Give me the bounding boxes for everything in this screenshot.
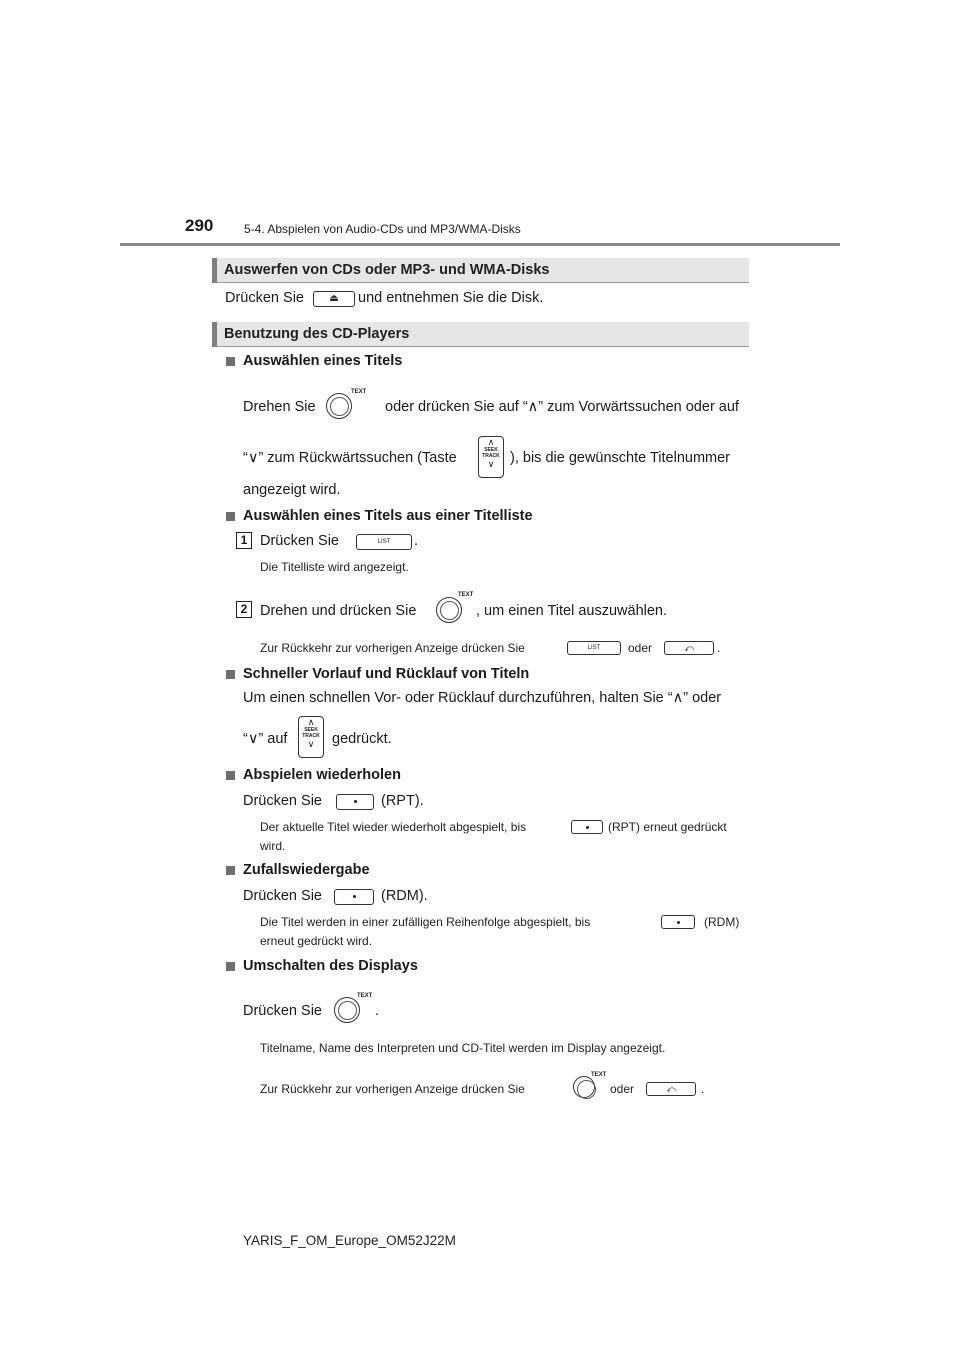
select-line2-start: “∨” zum Rückwärtssuchen (Taste — [243, 450, 457, 466]
eject-key-icon: ⏏ — [313, 291, 355, 307]
random-note-start: Die Titel werden in einer zufälligen Reihenfolge abgespielt, bis — [260, 915, 591, 929]
step-1-badge: 1 — [236, 532, 252, 549]
section-title: Benutzung des CD-Players — [224, 326, 410, 342]
seek-down-icon: ∨ — [307, 739, 315, 749]
repeat-note-mid: (RPT) erneut gedrückt — [608, 820, 727, 834]
seek-up-icon: ∧ — [307, 717, 315, 727]
bullet-square — [226, 512, 235, 521]
section-heading-eject — [212, 258, 749, 283]
seek-label: SEEK — [304, 727, 318, 733]
back-key-icon: ⤺ — [646, 1082, 696, 1096]
fast-line2-end: gedrückt. — [332, 731, 392, 747]
subheading-random: Zufallswiedergabe — [243, 862, 370, 878]
list-key-icon: LIST — [567, 641, 621, 655]
bullet-square — [226, 962, 235, 971]
step2-text-end: , um einen Titel auszuwählen. — [476, 603, 668, 619]
repeat-line-end: (RPT). — [381, 793, 424, 809]
random-note-end: erneut gedrückt wird. — [260, 934, 373, 948]
back-key-icon: ⤺ — [664, 641, 714, 655]
repeat-note-start: Der aktuelle Titel wieder wiederholt abgespielt, bis — [260, 820, 527, 834]
select-line3: angezeigt wird. — [243, 482, 341, 498]
subheading-fast-forward: Schneller Vorlauf und Rücklauf von Titeln — [243, 666, 530, 682]
seek-label: SEEK — [484, 447, 498, 453]
display-line-start: Drücken Sie — [243, 1003, 322, 1019]
header-rule — [120, 243, 840, 246]
page-number: 290 — [185, 216, 214, 235]
tune-knob-icon — [326, 393, 352, 419]
seek-up-icon: ∧ — [487, 437, 495, 447]
tune-knob-icon — [334, 997, 360, 1023]
track-label: TRACK — [302, 733, 320, 739]
subheading-track-list: Auswählen eines Titels aus einer Titelliste — [243, 508, 533, 524]
select-line1-start: Drehen Sie — [243, 399, 316, 415]
select-line2-end: ), bis die gewünschte Titelnummer — [510, 450, 731, 466]
rdm-key-icon — [661, 915, 695, 929]
bullet-square — [226, 771, 235, 780]
seek-track-button-icon — [298, 716, 324, 758]
step1-text-end: . — [414, 533, 419, 549]
list-note-or: oder — [628, 641, 653, 655]
fast-line2-start: “∨” auf — [243, 731, 288, 747]
document-id: YARIS_F_OM_Europe_OM52J22M — [243, 1233, 456, 1248]
tune-knob-icon — [436, 597, 462, 623]
display-note1: Titelname, Name des Interpreten und CD-Titel werden im Display angezeigt. — [260, 1041, 666, 1055]
eject-text-end: und entnehmen Sie die Disk. — [358, 290, 544, 306]
section-title: Auswerfen von CDs oder MP3- und WMA-Disks — [224, 262, 550, 278]
step1-note: Die Titelliste wird angezeigt. — [260, 560, 409, 574]
display-line-end: . — [375, 1003, 380, 1019]
section-accent — [212, 258, 217, 283]
repeat-line-start: Drücken Sie — [243, 793, 322, 809]
random-line-end: (RDM). — [381, 888, 428, 904]
text-tag: TEXT — [458, 592, 474, 598]
display-note2-start: Zur Rückkehr zur vorherigen Anzeige drücken Sie — [260, 1082, 525, 1096]
step1-text-start: Drücken Sie — [260, 533, 339, 549]
random-note-mid: (RDM) — [704, 915, 740, 929]
random-line-start: Drücken Sie — [243, 888, 322, 904]
seek-down-icon: ∨ — [487, 459, 495, 469]
display-note2-or: oder — [610, 1082, 635, 1096]
subheading-select-track: Auswählen eines Titels — [243, 353, 403, 369]
bullet-square — [226, 866, 235, 875]
list-note-end: . — [717, 641, 721, 655]
bullet-square — [226, 670, 235, 679]
eject-text-start: Drücken Sie — [225, 290, 304, 306]
seek-track-button-icon — [478, 436, 504, 478]
track-label: TRACK — [482, 453, 500, 459]
section-heading-cd-player — [212, 322, 749, 347]
text-tag: TEXT — [357, 993, 373, 999]
list-key-icon: LIST — [356, 534, 412, 550]
running-head: 5-4. Abspielen von Audio-CDs und MP3/WMA-Disks — [244, 222, 521, 236]
repeat-note-end: wird. — [260, 839, 286, 853]
bullet-square — [226, 357, 235, 366]
display-note2-end: . — [701, 1082, 705, 1096]
select-line1-end: oder drücken Sie auf “∧” zum Vorwärtssuchen oder auf — [385, 399, 739, 415]
subheading-repeat: Abspielen wiederholen — [243, 767, 401, 783]
text-tag: TEXT — [351, 389, 367, 395]
rpt-key-icon — [336, 794, 374, 810]
subheading-display: Umschalten des Displays — [243, 958, 418, 974]
rdm-key-icon — [334, 889, 374, 905]
step-2-badge: 2 — [236, 601, 252, 618]
list-note-start: Zur Rückkehr zur vorherigen Anzeige drücken Sie — [260, 641, 525, 655]
fast-line1: Um einen schnellen Vor- oder Rücklauf durchzuführen, halten Sie “∧” oder — [243, 690, 722, 706]
tune-knob-icon — [573, 1076, 595, 1098]
text-tag: TEXT — [591, 1072, 607, 1078]
section-accent — [212, 322, 217, 347]
rpt-key-icon — [571, 820, 603, 834]
step2-text-start: Drehen und drücken Sie — [260, 603, 417, 619]
